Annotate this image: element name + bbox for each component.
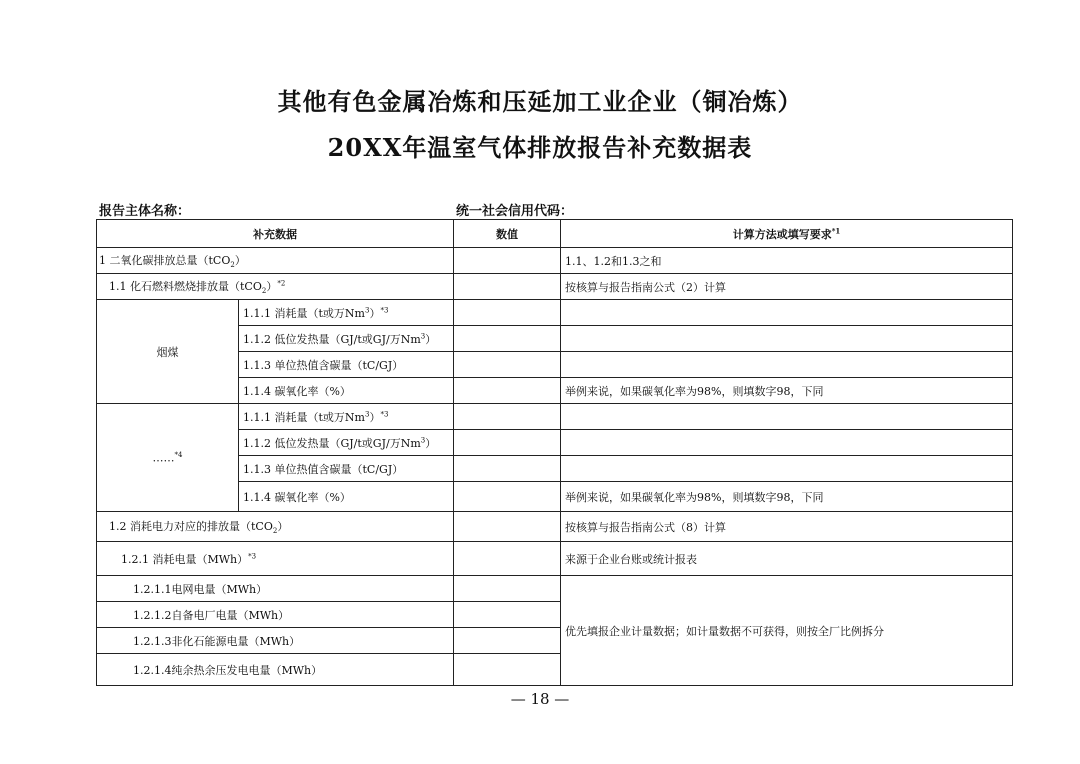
value-cell[interactable] (454, 456, 561, 482)
value-cell[interactable] (454, 654, 561, 686)
value-cell[interactable] (454, 274, 561, 300)
method-cell: 举例来说，如果碳氧化率为98%，则填数字98，下同 (561, 378, 1013, 404)
document-title-line1: 其他有色金属冶炼和压延加工业企业（铜冶炼） (277, 87, 803, 116)
sub-row-carbon-content: 1.1.3 单位热值含碳量（tC/GJ） (239, 352, 454, 378)
value-cell[interactable] (454, 326, 561, 352)
sub-row-oxidation: 1.1.4 碳氧化率（%） (239, 482, 454, 512)
row-co2-total-label: 1 二氧化碳排放总量（tCO$_2$） (97, 248, 454, 274)
method-cell: 按核算与报告指南公式（2）计算 (561, 274, 1013, 300)
value-cell[interactable] (454, 482, 561, 512)
row-waste-heat-electricity: 1.2.1.4纯余热余压发电电量（MWh） (97, 654, 454, 686)
method-cell: 1.1、1.2和1.3之和 (561, 248, 1013, 274)
sub-row-calorific: 1.1.2 低位发热量（GJ/t或GJ/万Nm$^3$） (239, 326, 454, 352)
table-row (97, 274, 1013, 300)
method-cell (561, 352, 1013, 378)
value-cell[interactable] (454, 628, 561, 654)
table-row (97, 248, 1013, 274)
method-cell (561, 456, 1013, 482)
value-cell[interactable] (454, 576, 561, 602)
method-cell (561, 430, 1013, 456)
row-electricity-consumption-label: 1.2.1 消耗电量（MWh）$^{*3}$ (97, 542, 454, 576)
sub-row-oxidation: 1.1.4 碳氧化率（%） (239, 378, 454, 404)
value-cell[interactable] (454, 378, 561, 404)
header-data: 补充数据 (97, 220, 454, 248)
value-cell[interactable] (454, 352, 561, 378)
method-cell: 举例来说，如果碳氧化率为98%，则填数字98，下同 (561, 482, 1013, 512)
sub-row-consumption: 1.1.1 消耗量（t或万Nm$^3$）$^{*3}$ (239, 300, 454, 326)
row-captive-plant-electricity: 1.2.1.2自备电厂电量（MWh） (97, 602, 454, 628)
header-value: 数值 (454, 220, 561, 248)
page-number: — 18 — (510, 690, 570, 708)
header-method: 计算方法或填写要求$^{*1}$ (561, 220, 1013, 248)
table-header-row (97, 220, 1013, 248)
sub-row-carbon-content: 1.1.3 单位热值含碳量（tC/GJ） (239, 456, 454, 482)
method-cell: 来源于企业台账或统计报表 (561, 542, 1013, 576)
row-grid-electricity: 1.2.1.1电网电量（MWh） (97, 576, 454, 602)
supplementary-data-table (96, 219, 1013, 686)
value-cell[interactable] (454, 542, 561, 576)
row-electricity-emission-label: 1.2 消耗电力对应的排放量（tCO$_2$） (97, 512, 454, 542)
value-cell[interactable] (454, 248, 561, 274)
row-non-fossil-electricity: 1.2.1.3非化石能源电量（MWh） (97, 628, 454, 654)
fuel-name-bituminous: 烟煤 (97, 300, 239, 404)
row-fossil-fuel-label: 1.1 化石燃料燃烧排放量$(tCO_2)^{*2}$ (97, 274, 454, 300)
sub-row-calorific: 1.1.2 低位发热量（GJ/t或GJ/万Nm$^3$） (239, 430, 454, 456)
value-cell[interactable] (454, 512, 561, 542)
method-cell (561, 404, 1013, 430)
method-cell (561, 326, 1013, 352)
value-cell[interactable] (454, 602, 561, 628)
value-cell[interactable] (454, 430, 561, 456)
sub-row-consumption: 1.1.1 消耗量（t或万Nm$^3$）$^{*3}$ (239, 404, 454, 430)
value-cell[interactable] (454, 404, 561, 430)
credit-code-label: 统一社会信用代码： (456, 204, 574, 219)
document-title-line2: 20XX年温室气体排放报告补充数据表 (327, 133, 753, 162)
method-cell (561, 300, 1013, 326)
method-cell-electricity-items: 优先填报企业计量数据；如计量数据不可获得，则按全厂比例拆分 (561, 576, 1013, 686)
report-entity-label: 报告主体名称： (99, 204, 191, 219)
method-cell: 按核算与报告指南公式（8）计算 (561, 512, 1013, 542)
fuel-name-other: ……$^{*4}$ (97, 404, 239, 512)
value-cell[interactable] (454, 300, 561, 326)
